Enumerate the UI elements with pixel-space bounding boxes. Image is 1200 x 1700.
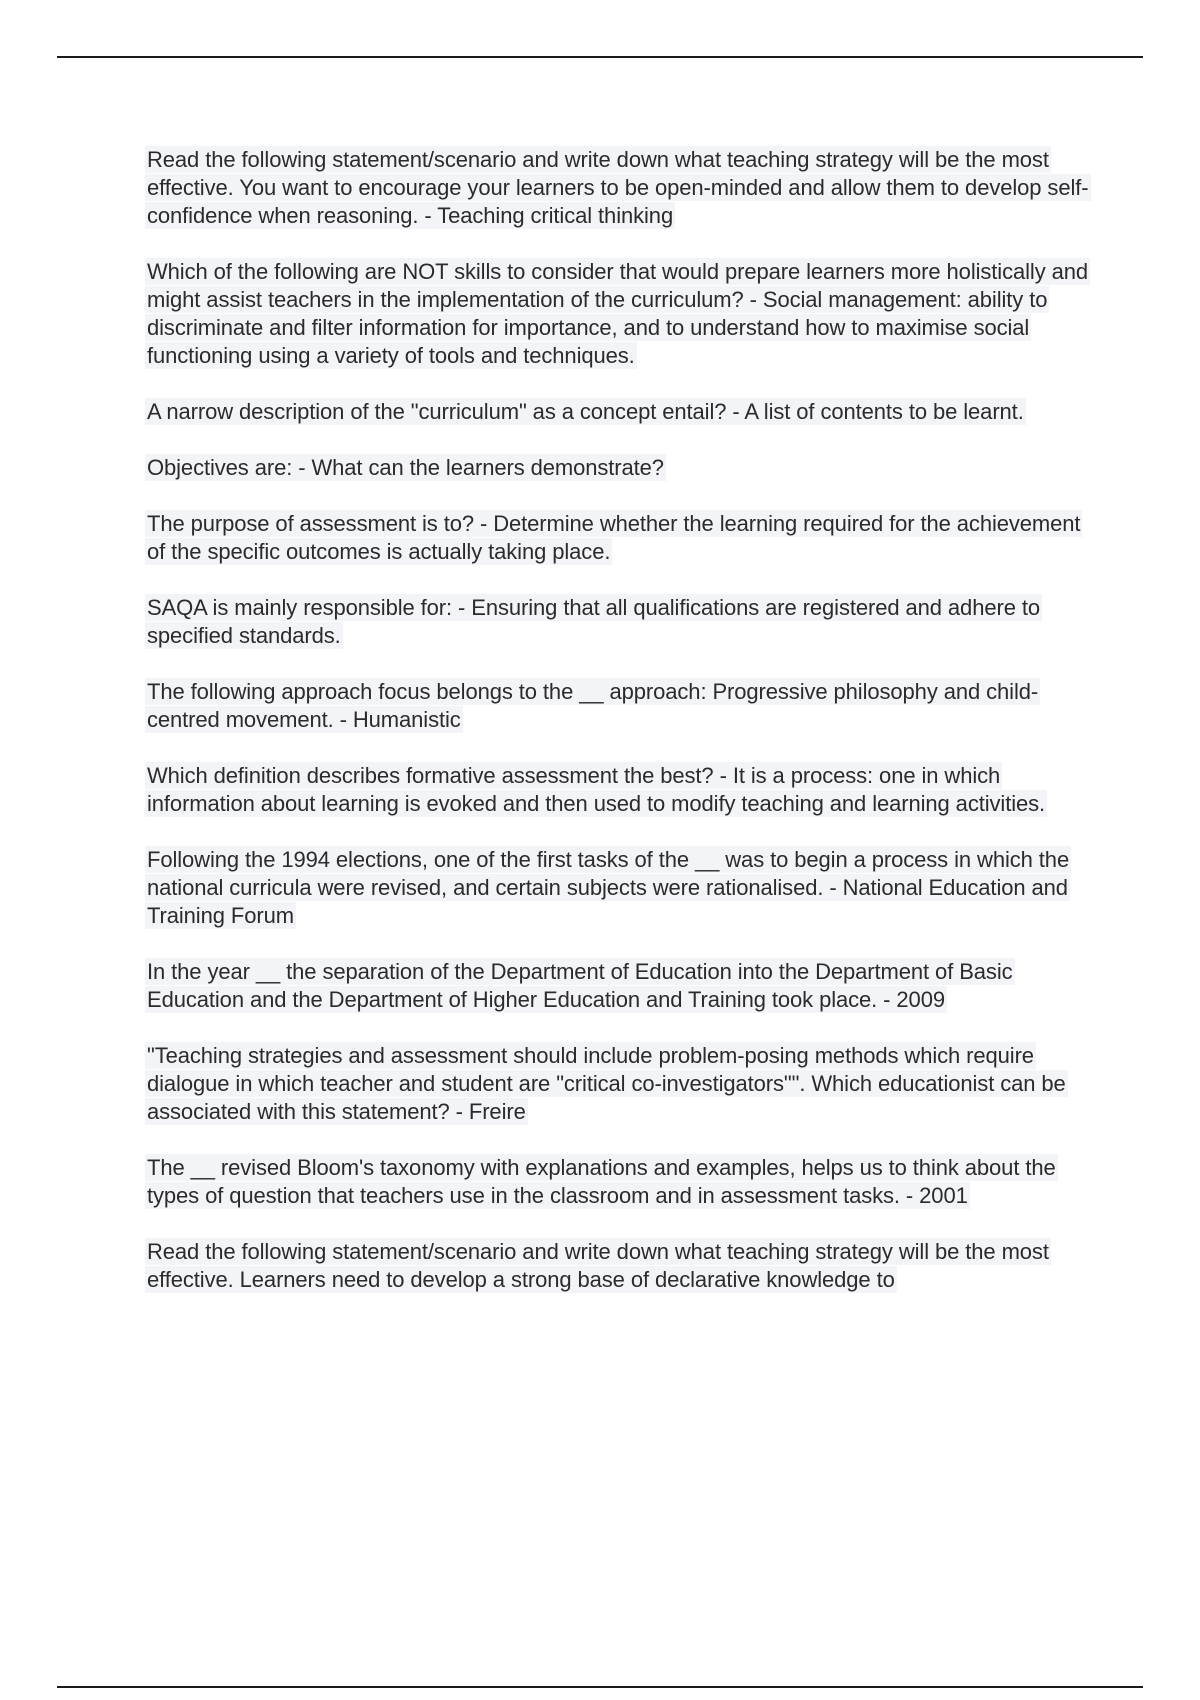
bottom-rule — [57, 1686, 1143, 1688]
question-answer-item — [145, 146, 1095, 230]
question-answer-text: In the year __ the separation of the Department of Education into the Department of Basic Education and the Department of Higher Education and Training took place. - 2009 — [147, 959, 1013, 1012]
question-answer-text: The following approach focus belongs to the __ approach: Progressive philosophy and child-centred movement. - Humanistic — [147, 679, 1039, 732]
question-answer-item — [145, 958, 1095, 1014]
question-answer-text: Read the following statement/scenario and write down what teaching strategy will be the most effective. You want to encourage your learners to be open-minded and allow them to develop self-confidence when reasoning. - Teaching critical thinking — [147, 147, 1089, 228]
question-answer-item — [145, 454, 1095, 482]
question-answer-text: Objectives are: - What can the learners demonstrate? — [147, 455, 664, 480]
question-answer-item — [145, 510, 1095, 566]
question-answer-text: SAQA is mainly responsible for: - Ensuring that all qualifications are registered and adhere to specified standards. — [147, 595, 1040, 648]
question-answer-item — [145, 258, 1095, 370]
question-answer-text: The __ revised Bloom's taxonomy with explanations and examples, helps us to think about the types of question that teachers use in the classroom and in assessment tasks. - 2001 — [147, 1155, 1056, 1208]
top-rule — [57, 56, 1143, 58]
question-answer-item — [145, 398, 1095, 426]
document-body — [145, 146, 1095, 1322]
question-answer-item — [145, 594, 1095, 650]
question-answer-text: Which of the following are NOT skills to consider that would prepare learners more holistically and might assist teachers in the implementation of the curriculum? - Social management: ability to discriminate and filter information for importance, and to understand how to maximise social functioning using a variety of tools and techniques. — [147, 259, 1089, 368]
question-answer-item — [145, 846, 1095, 930]
question-answer-item — [145, 678, 1095, 734]
question-answer-text: Which definition describes formative assessment the best? - It is a process: one in which information about learning is evoked and then used to modify teaching and learning activities. — [147, 763, 1046, 816]
question-answer-text: The purpose of assessment is to? - Determine whether the learning required for the achievement of the specific outcomes is actually taking place. — [147, 511, 1081, 564]
question-answer-text: Following the 1994 elections, one of the first tasks of the __ was to begin a process in which the national curricula were revised, and certain subjects were rationalised. - National Education and Training Forum — [147, 847, 1070, 928]
question-answer-item — [145, 1042, 1095, 1126]
question-answer-text: Read the following statement/scenario and write down what teaching strategy will be the most effective. Learners need to develop a strong base of declarative knowledge to — [147, 1239, 1049, 1292]
question-answer-text: A narrow description of the "curriculum" as a concept entail? - A list of contents to be learnt. — [147, 399, 1024, 424]
question-answer-item — [145, 1154, 1095, 1210]
question-answer-item — [145, 762, 1095, 818]
question-answer-item — [145, 1238, 1095, 1294]
question-answer-text: "Teaching strategies and assessment should include problem-posing methods which require dialogue in which teacher and student are "critical co-investigators"". Which educationist can be associated with this statement? - Freire — [147, 1043, 1066, 1124]
